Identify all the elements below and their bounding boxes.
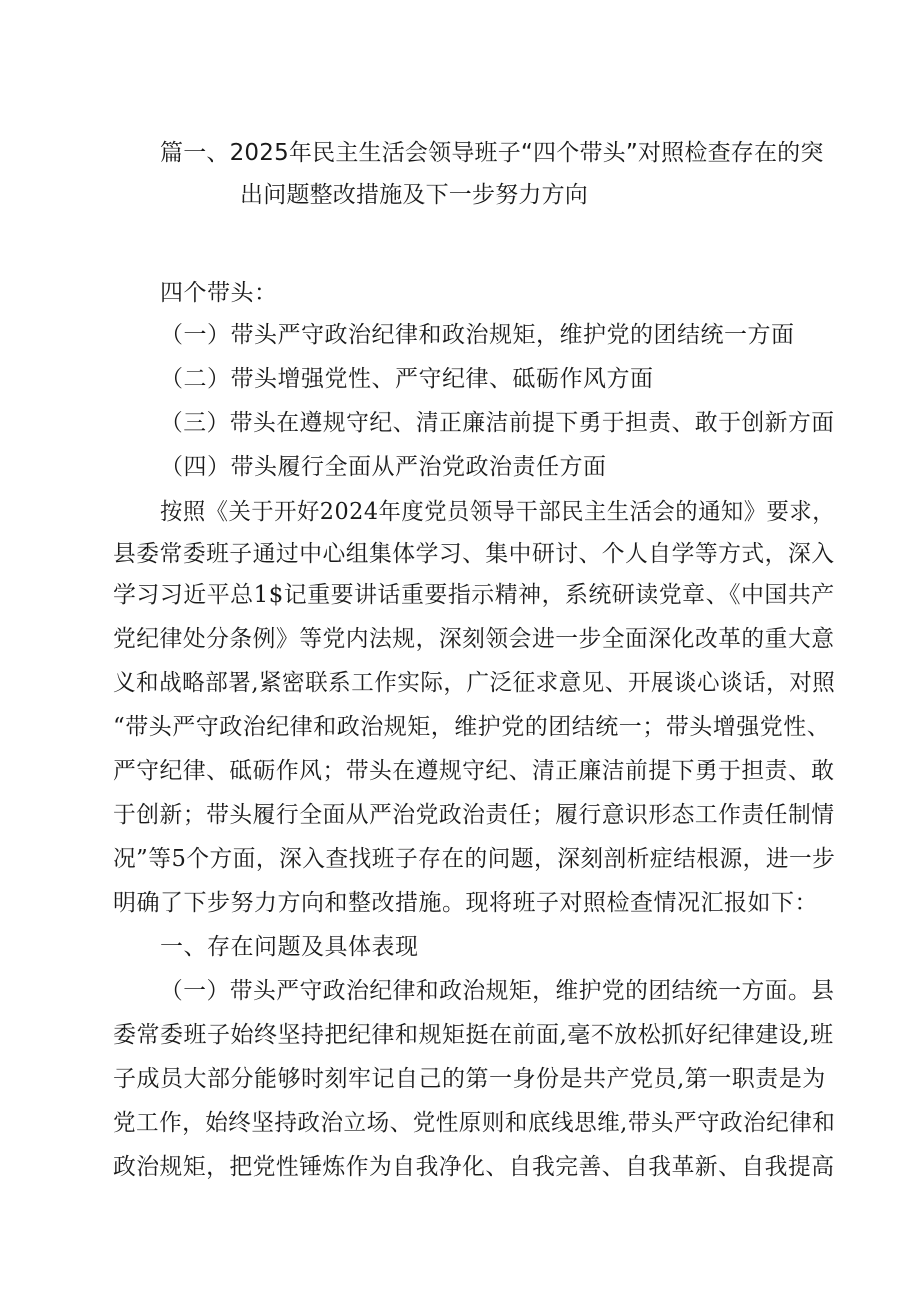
intro-line: 党纪律处分条例》等党内法规，深刻领会进一步全面深化改革的重大意 <box>113 626 835 652</box>
intro-line: 明确了下步努力方向和整改措施。现将班子对照检查情况汇报如下： <box>113 890 818 916</box>
four-item: （二）带头增强党性、严守纪律、砥砺作风方面 <box>160 366 654 392</box>
part-body-line: 政治规矩，把党性锤炼作为自我净化、自我完善、自我革新、自我提高 <box>113 1154 835 1180</box>
four-item: （四）带头履行全面从严治党政治责任方面 <box>160 454 607 480</box>
title-line-2: 出问题整改措施及下一步努力方向 <box>240 182 588 208</box>
part-body-line: 党工作，始终坚持政治立场、党性原则和底线思维,带头严守政治纪律和 <box>113 1110 836 1136</box>
intro-line: 于创新；带头履行全面从严治党政治责任；履行意识形态工作责任制情 <box>113 802 835 828</box>
intro-line: 义和战略部署,紧密联系工作实际，广泛征求意见、开展谈心谈话，对照 <box>113 670 836 696</box>
intro-line: 县委常委班子通过中心组集体学习、集中研讨、个人自学等方式，深入 <box>113 541 835 567</box>
four-item: （三）带头在遵规守纪、清正廉洁前提下勇于担责、敢于创新方面 <box>160 410 835 436</box>
section-heading: 四个带头： <box>160 280 278 306</box>
part-body-line: （一）带头严守政治纪律和政治规矩，维护党的团结统一方面。县 <box>160 978 835 1004</box>
intro-line: “带头严守政治纪律和政治规矩，维护党的团结统一；带头增强党性、 <box>113 714 831 740</box>
part-body-line: 委常委班子始终坚持把纪律和规矩挺在前面,毫不放松抓好纪律建设,班 <box>113 1022 834 1048</box>
part-heading: 一、存在问题及具体表现 <box>160 934 419 960</box>
title-line-1: 篇一、2025年民主生活会领导班子“四个带头”对照检查存在的突 <box>160 140 824 166</box>
intro-line: 按照《关于开好2024年度党员领导干部民主生活会的通知》要求， <box>160 499 836 525</box>
intro-line: 况”等5个方面，深入查找班子存在的问题，深刻剖析症结根源，进一步 <box>113 846 836 872</box>
intro-line: 严守纪律、砥砺作风；带头在遵规守纪、清正廉洁前提下勇于担责、敢 <box>113 758 835 784</box>
intro-line: 学习习近平总1$记重要讲话重要指示精神，系统研读党章、《中国共产 <box>113 582 835 608</box>
part-body-line: 子成员大部分能够时刻牢记自己的第一身份是共产党员,第一职责是为 <box>113 1066 826 1092</box>
four-item: （一）带头严守政治纪律和政治规矩，维护党的团结统一方面 <box>160 322 795 348</box>
